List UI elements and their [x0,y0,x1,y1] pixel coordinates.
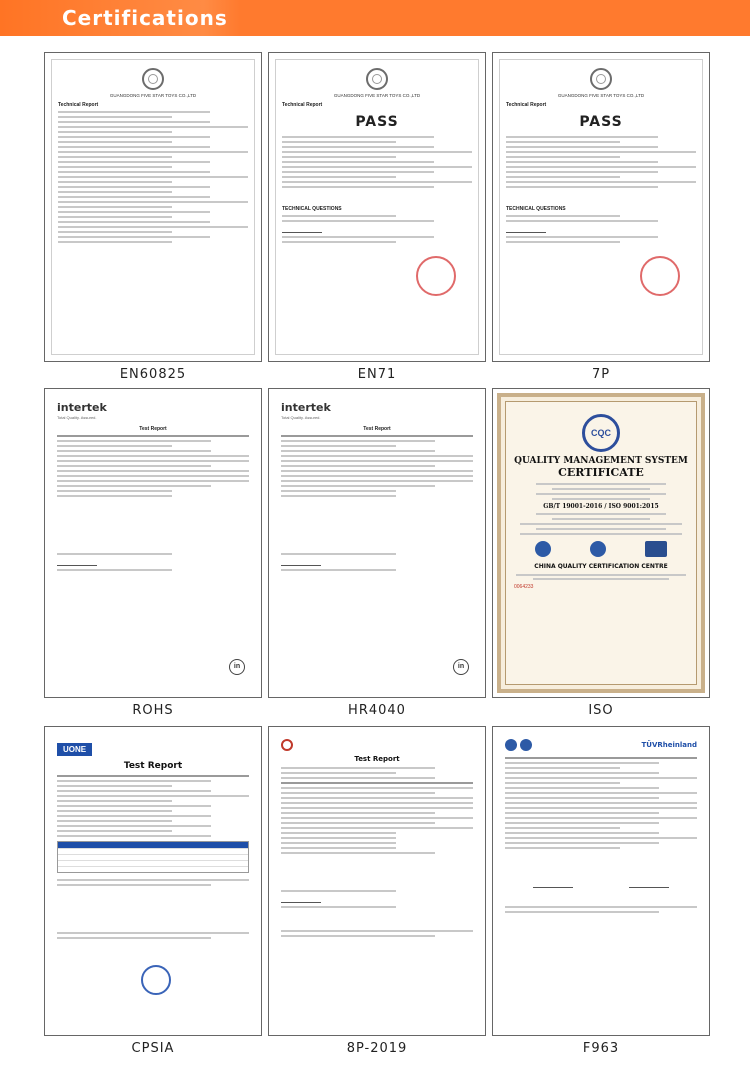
report-title: Test Report [123,761,183,771]
signature [281,895,321,903]
certificate-number: 0064233 [514,584,534,590]
company-heading: GUANGDONG FIVE STAR TOYS CO.,LTD [109,93,197,98]
lab-logo-icon [281,739,293,751]
intertek-tagline: Total Quality. Assured. [281,415,321,420]
report-document [499,733,703,1029]
signature [506,225,546,233]
bureau-veritas-logo-icon [590,68,612,90]
certificate-caption: ROHS [132,703,174,718]
lab-stamp-icon [640,256,680,296]
certificate-caption: EN71 [357,367,397,382]
iso-certificate-inner [505,401,697,685]
page-title: Certifications [62,6,228,30]
certificate-hr4040[interactable] [268,388,486,698]
section-heading: TECHNICAL QUESTIONS [282,206,342,212]
report-title: Test Report [354,755,400,763]
certificate-caption: 7P [591,367,611,382]
iso-certificate-frame [497,393,705,693]
certificate-caption: EN60825 [119,367,187,382]
report-title: Test Report [363,426,391,432]
certificate-caption: ISO [588,703,614,718]
cnas-badge-icon [505,739,517,751]
tuv-rheinland-logo: TÜVRheinland [641,741,697,749]
signature [57,558,97,566]
company-heading: GUANGDONG FIVE STAR TOYS CO.,LTD [333,93,421,98]
certificate-rohs[interactable] [44,388,262,698]
certificate-cpsia[interactable] [44,726,262,1036]
signature [533,880,573,888]
certificate-en60825[interactable] [44,52,262,362]
iqnet-badge-icon [645,541,667,557]
certificate-caption: F963 [582,1041,620,1056]
certificate-caption: 8P-2019 [346,1041,408,1056]
cqc-logo-icon: CQC [582,414,620,452]
section-heading: TECHNICAL QUESTIONS [506,206,566,212]
report-document [51,59,255,355]
result-pass: PASS [355,114,399,130]
intertek-logo: intertek [281,401,331,414]
lab-stamp-icon [416,256,456,296]
report-document [275,59,479,355]
ilac-badge-icon [520,739,532,751]
intertek-logo: intertek [57,401,107,414]
bureau-veritas-logo-icon [142,68,164,90]
signature [282,225,322,233]
certificate-iso[interactable] [492,388,710,698]
report-title: Technical Report [282,102,323,108]
certificate-caption: CPSIA [131,1041,175,1056]
result-pass: PASS [579,114,623,130]
certificate-subtitle: CERTIFICATE [558,466,644,479]
report-title: Technical Report [58,102,99,108]
cnas-badge-icon [590,541,606,557]
certificate-f963[interactable] [492,726,710,1036]
intertek-in-logo-icon: in [229,659,245,675]
report-document [51,733,255,1029]
certificate-caption: HR4040 [348,703,406,718]
certificate-7p[interactable] [492,52,710,362]
bureau-veritas-logo-icon [366,68,388,90]
report-document [499,59,703,355]
signature [281,558,321,566]
certificate-8p-2019[interactable] [268,726,486,1036]
report-document [51,395,255,691]
uone-logo: UONE [57,743,92,756]
report-document [275,733,479,1029]
certificate-standard: GB/T 19001-2016 / ISO 9001:2015 [543,503,659,510]
report-title: Test Report [139,426,167,432]
accreditation-badges [516,541,686,557]
iaf-badge-icon [535,541,551,557]
results-table [57,841,249,873]
report-document [275,395,479,691]
intertek-tagline: Total Quality. Assured. [57,415,97,420]
certificate-title: QUALITY MANAGEMENT SYSTEM [514,456,688,466]
intertek-in-logo-icon: in [453,659,469,675]
certificate-en71[interactable] [268,52,486,362]
certification-centre: CHINA QUALITY CERTIFICATION CENTRE [534,563,668,570]
company-heading: GUANGDONG FIVE STAR TOYS CO.,LTD [557,93,645,98]
report-title: Technical Report [506,102,547,108]
uone-stamp-icon [141,965,171,995]
signature [629,880,669,888]
